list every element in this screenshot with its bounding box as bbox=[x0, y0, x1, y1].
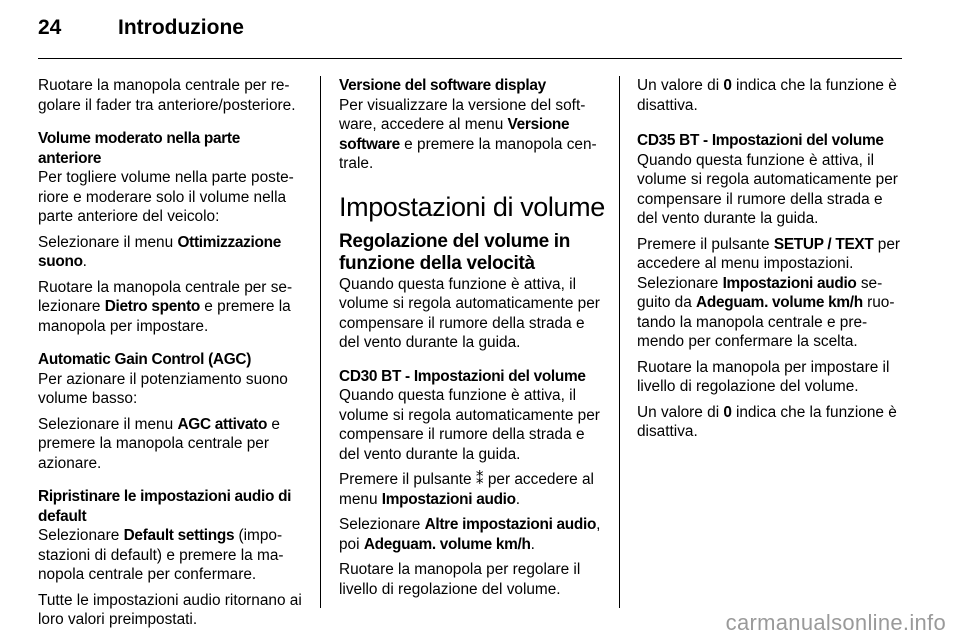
agc-heading: Automatic Gain Control (AGC) bbox=[38, 351, 252, 368]
header-rule bbox=[38, 58, 902, 59]
ripristinare-heading: Ripristinare le impostazioni audio di default bbox=[38, 488, 292, 525]
versione-body: Per visualizzare la versione del soft- ware, accedere al menu Versione software e premere la manopola cen- trale. bbox=[339, 96, 597, 172]
column-2 bbox=[339, 76, 609, 605]
volume-moderato-heading: Volume moderato nella parte anteriore bbox=[38, 130, 241, 167]
watermark: carmanualsonline.info bbox=[725, 610, 946, 635]
page-header bbox=[38, 16, 244, 40]
volume-moderato-step-2: Ruotare la manopola centrale per se- lezionare Dietro spento e premere la manopola per impostare. bbox=[38, 278, 293, 335]
ripristinare-body: Selezionare Default settings (impo- stazioni di default) e premere la ma- nopola centrale per confermare. bbox=[38, 527, 284, 583]
valore-zero-note: Un valore di 0 indica che la funzione è disattiva. bbox=[637, 77, 897, 114]
option-adeguam-volume: Adeguam. volume km/h bbox=[363, 535, 531, 553]
regolazione-intro: Quando questa funzione è attiva, il volume si regola automaticamente per compensare il rumore della strada e del vento durante la guida. bbox=[339, 275, 600, 351]
volume-moderato-step-1: Selezionare il menu Ottimizzazione suono. bbox=[38, 233, 281, 270]
subsection-title-regolazione: Regolazione del volume in funzione della velocità bbox=[339, 230, 571, 274]
page-title: Introduzione bbox=[118, 16, 244, 39]
agc-body: Per azionare il potenziamento suono volume basso: bbox=[38, 370, 288, 407]
cd30-step-1: Premere il pulsante ⁑ per accedere al menu Impostazioni audio. bbox=[339, 471, 594, 508]
cd30-body: Quando questa funzione è attiva, il volume si regola automaticamente per compensare il rumore della strada e del vento durante la guida. bbox=[339, 387, 600, 463]
option-adeguam-volume: Adeguam. volume km/h bbox=[696, 294, 863, 311]
option-dietro-spento: Dietro spento bbox=[104, 298, 201, 315]
column-1 bbox=[38, 76, 308, 636]
audio-settings-icon: ⁑ bbox=[475, 471, 484, 488]
menu-versione-software: Versione software bbox=[339, 116, 570, 153]
menu-impostazioni-audio: Impostazioni audio bbox=[722, 274, 857, 292]
menu-ottimizzazione-suono: Ottimizzazione suono bbox=[38, 233, 281, 270]
menu-impostazioni-audio: Impostazioni audio bbox=[381, 490, 516, 508]
cd35-step-2: Ruotare la manopola per impostare il livello di regolazione del volume. bbox=[637, 358, 890, 395]
cd35-valore-zero-note: Un valore di 0 indica che la funzione è disattiva. bbox=[637, 403, 897, 440]
versione-heading: Versione del software display bbox=[339, 77, 546, 94]
agc-step: Selezionare il menu AGC attivato e premere la manopola centrale per azionare. bbox=[38, 415, 280, 472]
cd35-step-1: Premere il pulsante SETUP / TEXT per accedere al menu impostazioni. Selezionare Impostazioni audio se- guito da Adeguam. volume km/h ruo- tando la manopola centrale e pre- mendo per confermare la scelta. bbox=[637, 235, 901, 350]
cd35-body: Quando questa funzione è attiva, il volume si regola automaticamente per compensare il rumore della strada e del vento durante la guida. bbox=[637, 151, 898, 227]
cd30-step-3: Ruotare la manopola per regolare il livello di regolazione del volume. bbox=[339, 561, 581, 598]
button-setup-text: SETUP / TEXT bbox=[773, 235, 874, 253]
menu-altre-impostazioni-audio: Altre impostazioni audio bbox=[424, 516, 597, 533]
volume-moderato-body: Per togliere volume nella parte poste- riore e moderare solo il volume nella parte anteriore del veicolo: bbox=[38, 169, 294, 225]
menu-agc-attivato: AGC attivato bbox=[177, 415, 268, 433]
column-divider-1 bbox=[320, 76, 321, 608]
option-default-settings: Default settings bbox=[123, 527, 235, 544]
section-title-impostazioni-volume: Impostazioni di volume bbox=[339, 191, 605, 222]
page-number: 24 bbox=[38, 16, 62, 39]
column-3 bbox=[637, 76, 907, 448]
column-divider-2 bbox=[619, 76, 620, 608]
cd30-step-2: Selezionare Altre impostazioni audio, poi Adeguam. volume km/h. bbox=[339, 516, 601, 553]
cd30-heading: CD30 BT - Impostazioni del volume bbox=[339, 367, 586, 385]
cd35-heading: CD35 BT - Impostazioni del volume bbox=[637, 132, 884, 149]
fader-paragraph: Ruotare la manopola centrale per re- golare il fader tra anteriore/posteriore. bbox=[38, 77, 296, 114]
ripristinare-note: Tutte le impostazioni audio ritornano ai loro valori preimpostati. bbox=[38, 591, 302, 628]
